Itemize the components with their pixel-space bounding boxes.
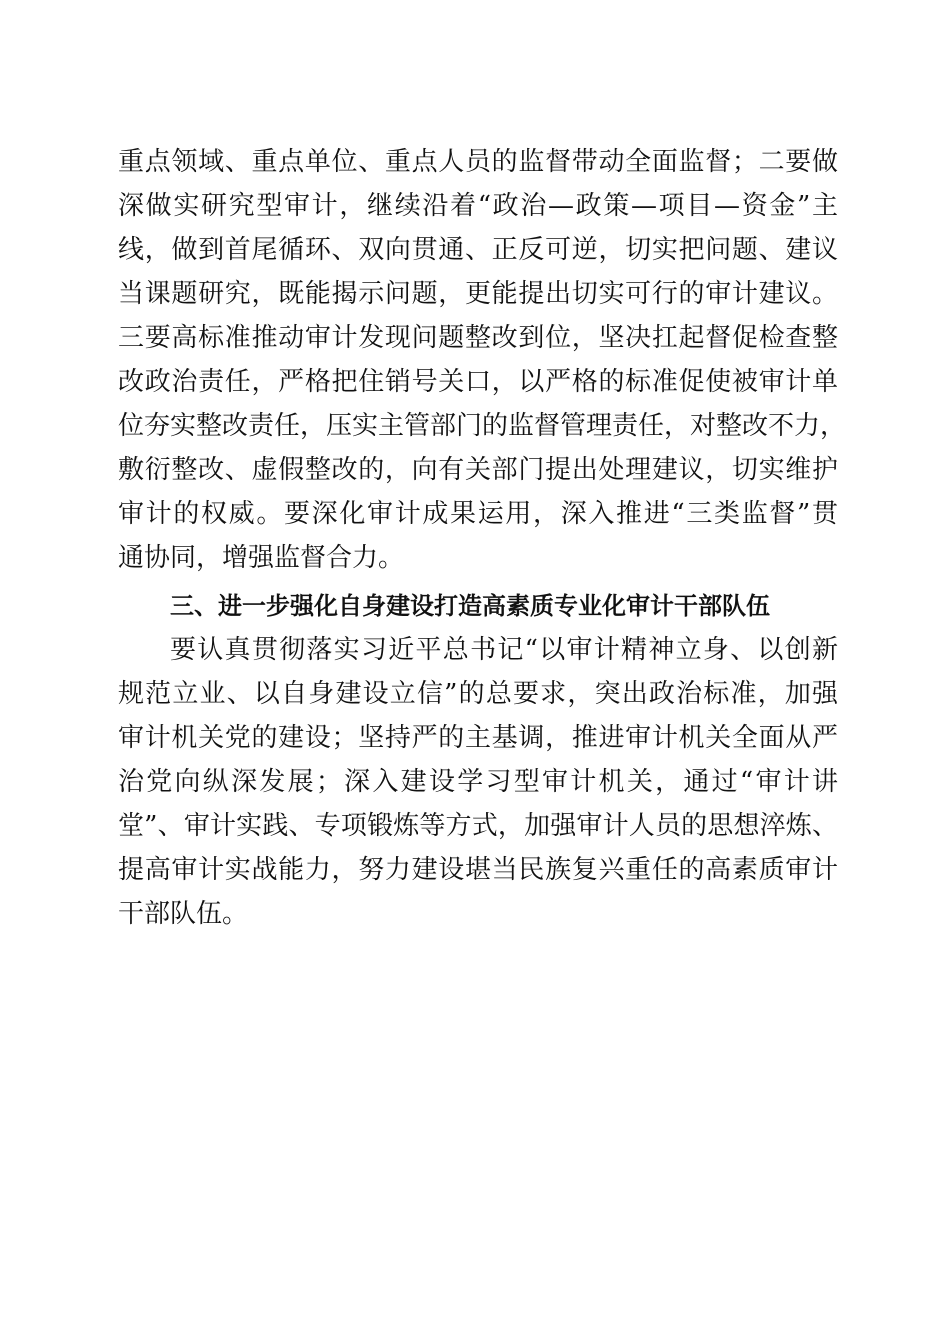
paragraph-2-line-4: 治党向纵深发展；深入建设学习型审计机关，通过“审计讲	[118, 767, 838, 797]
paragraph-2-line-6: 提高审计实战能力，努力建设堪当民族复兴重任的高素质审计	[118, 855, 838, 885]
paragraph-2-line-7: 干部队伍。	[118, 899, 249, 929]
paragraph-1-line-6: 改政治责任，严格把住销号关口，以严格的标准促使被审计单	[118, 367, 838, 397]
paragraph-1-line-4: 当课题研究，既能揭示问题，更能提出切实可行的审计建议。	[118, 279, 838, 309]
paragraph-1-line-9: 审计的权威。要深化审计成果运用，深入推进“三类监督”贯	[118, 499, 838, 529]
paragraph-2-line-2: 规范立业、以自身建设立信”的总要求，突出政治标准，加强	[118, 679, 838, 709]
paragraph-1-line-2: 深做实研究型审计，继续沿着“政治—政策—项目—资金”主	[118, 191, 838, 221]
paragraph-2-line-1: 要认真贯彻落实习近平总书记“以审计精神立身、以创新	[170, 635, 838, 665]
paragraph-1-line-8: 敷衍整改、虚假整改的，向有关部门提出处理建议，切实维护	[118, 455, 838, 485]
paragraph-2-line-3: 审计机关党的建设；坚持严的主基调，推进审计机关全面从严	[118, 723, 838, 753]
paragraph-1-line-10: 通协同，增强监督合力。	[118, 543, 405, 573]
paragraph-1-line-7: 位夯实整改责任，压实主管部门的监督管理责任，对整改不力，	[118, 411, 847, 441]
paragraph-2-line-5: 堂”、审计实践、专项锻炼等方式，加强审计人员的思想淬炼、	[118, 811, 838, 841]
paragraph-1-line-3: 线，做到首尾循环、双向贯通、正反可逆，切实把问题、建议	[118, 235, 838, 265]
paragraph-1-line-1: 重点领域、重点单位、重点人员的监督带动全面监督；二要做	[118, 147, 838, 177]
section-heading: 三、进一步强化自身建设打造高素质专业化审计干部队伍	[170, 592, 770, 620]
paragraph-1-line-5: 三要高标准推动审计发现问题整改到位，坚决扛起督促检查整	[118, 323, 838, 353]
